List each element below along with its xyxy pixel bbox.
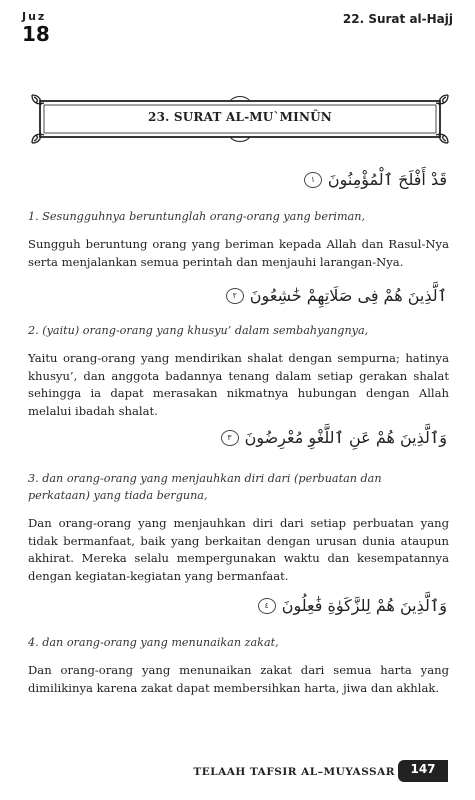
juz-number: 18: [22, 22, 50, 46]
ayah-number-icon: ١: [304, 172, 322, 188]
ayah-number-icon: ٤: [258, 598, 276, 614]
verse-4-tafsir: Dan orang-orang yang menunaikan zakat dari semua harta yang dimilikinya karena zakat dapat membersihkan harta, jiwa dan akhlak.: [28, 663, 449, 695]
running-header-surah: 22. Surat al-Hajj: [342, 12, 453, 26]
section-title-frame: [30, 93, 450, 145]
verse-4-arabic: [258, 596, 447, 615]
juz-label: Juz: [22, 10, 47, 23]
verse-2-arabic: [226, 286, 447, 305]
ayah-number-icon: ٣: [221, 430, 239, 446]
verse-3-tafsir: Dan orang-orang yang menjauhkan diri dari setiap perbuatan yang tidak bermanfaat, baik yang berkaitan dengan urusan dunia ataupun akhirat. Mereka selalu mempergunakan waktu dan kesempatannya dengan kegiatan-kegiatan yang bermanfaat.: [28, 516, 449, 583]
verse-1-translation: 1. Sesungguhnya beruntunglah orang-orang yang beriman,: [28, 210, 366, 223]
verse-4-translation: 4. dan orang-orang yang menunaikan zakat,: [28, 636, 279, 649]
page-number: 147: [410, 762, 436, 776]
ayah-number-icon: ٢: [226, 288, 244, 304]
verse-1-tafsir: Sungguh beruntung orang yang beriman kepada Allah dan Rasul-Nya serta menjalankan semua perintah dan menjauhi larangan-Nya.: [28, 237, 449, 269]
verse-arabic-text: وَٱلَّذِينَ هُمْ عَنِ ٱللَّغْوِ مُعْرِضُونَ: [244, 428, 447, 447]
verse-1-arabic: [304, 170, 447, 189]
verse-3-translation: 3. dan orang-orang yang menjauhkan diri dari (perbuatan dan perkataan) yang tiada berguna,: [28, 472, 382, 502]
verse-arabic-text: وَٱلَّذِينَ هُمْ لِلزَّكَوٰةِ فَٰعِلُونَ: [281, 596, 447, 615]
verse-arabic-text: ٱلَّذِينَ هُمْ فِى صَلَاتِهِمْ خَٰشِعُونَ: [249, 286, 447, 305]
section-title: 23. SURAT AL-MU`MINÛN: [148, 110, 332, 124]
verse-3-arabic: [221, 428, 447, 447]
verse-2-translation: 2. (yaitu) orang-orang yang khusyu’ dalam sembahyangnya,: [28, 324, 369, 337]
footer-book-title: TELAAH TAFSIR AL–MUYASSAR: [193, 766, 395, 778]
verse-2-tafsir: Yaitu orang-orang yang mendirikan shalat dengan sempurna; hatinya khusyu’, dan anggota badannya tenang dalam setiap gerakan shalat sehingga ia dapat merasakan nikmatnya hubungan dengan Allah melalui ibadah shalat.: [28, 351, 449, 418]
verse-arabic-text: قَدْ أَفْلَحَ ٱلْمُؤْمِنُونَ: [327, 170, 447, 189]
